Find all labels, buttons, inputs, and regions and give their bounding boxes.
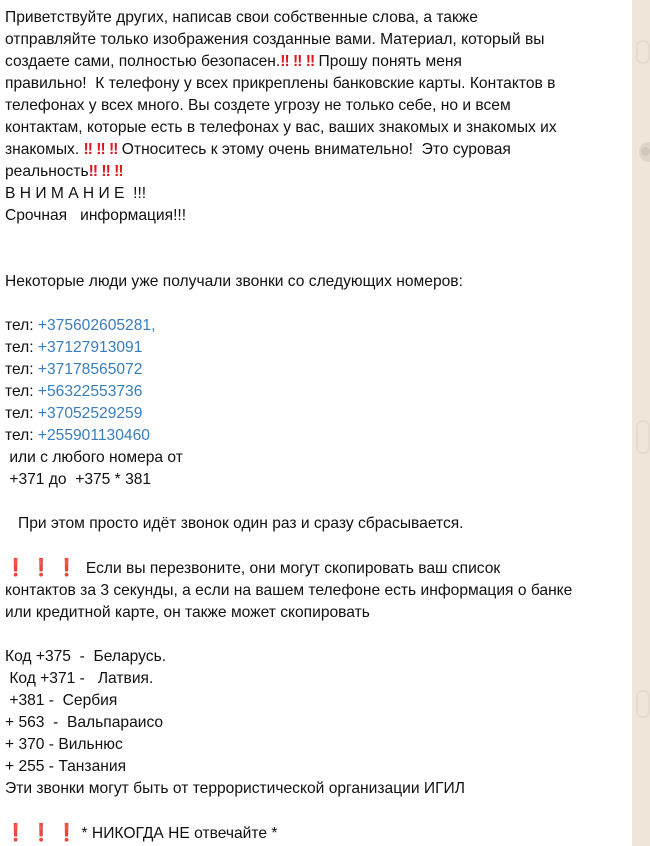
country-code-line: + 255 - Танзания bbox=[5, 758, 127, 775]
phone-link[interactable]: +56322553736 bbox=[37, 383, 143, 400]
phone-link[interactable]: +255901130460 bbox=[37, 427, 150, 444]
message-text: отправляйте только изображения созданные вами. Материал, который вы bbox=[5, 31, 545, 48]
message-text: или с любого номера от bbox=[5, 449, 183, 466]
phone-row bbox=[5, 425, 622, 447]
double-exclamation-emoji: ‼ bbox=[305, 53, 315, 70]
message-text bbox=[5, 51, 622, 73]
message-text: Если вы перезвоните, они могут скопировать ваш список bbox=[77, 560, 501, 577]
phone-label: тел: bbox=[5, 361, 38, 378]
wallpaper-doodle bbox=[636, 420, 650, 454]
message-text: При этом просто идёт звонок один раз и сразу сбрасывается. bbox=[5, 515, 464, 532]
exclamation-emoji: ❗ bbox=[5, 558, 27, 577]
message-text: контактам, которые есть в телефонах у вас, ваших знакомых и знакомых их bbox=[5, 119, 557, 136]
country-code-line: + 563 - Вальпараисо bbox=[5, 714, 164, 731]
double-exclamation-emoji: ‼ bbox=[88, 163, 98, 180]
exclamation-emoji: ❗ bbox=[30, 558, 52, 577]
phone-suffix: , bbox=[151, 317, 156, 334]
double-exclamation-emoji: ‼ bbox=[280, 53, 289, 70]
double-exclamation-emoji: ‼ bbox=[83, 141, 92, 158]
attention-heading: В Н И М А Н И Е !!! bbox=[5, 185, 147, 202]
message-text: Прошу понять меня bbox=[314, 53, 462, 70]
message-text bbox=[5, 822, 622, 845]
double-exclamation-emoji: ‼ bbox=[293, 53, 302, 70]
message-text bbox=[5, 139, 622, 161]
message-text: телефонах у всех много. Вы создете угрозу не только себе, но и всем bbox=[5, 97, 511, 114]
phone-label: тел: bbox=[5, 317, 38, 334]
urgent-heading: Срочная информация!!! bbox=[5, 207, 187, 224]
message-text bbox=[5, 161, 622, 183]
forward-button[interactable] bbox=[639, 142, 650, 162]
phone-row bbox=[5, 315, 622, 337]
phone-label: тел: bbox=[5, 405, 38, 422]
double-exclamation-emoji: ‼ bbox=[114, 163, 123, 180]
message-text: создаете сами, полностью безопасен. bbox=[5, 53, 281, 70]
forward-icon bbox=[641, 147, 650, 156]
phone-row bbox=[5, 337, 622, 359]
message-text: Некоторые люди уже получали звонки со следующих номеров: bbox=[5, 273, 463, 290]
message-text: или кредитной карте, он также может скопировать bbox=[5, 604, 370, 621]
phone-link[interactable]: +375602605281 bbox=[37, 317, 152, 334]
exclamation-emoji: ❗ bbox=[30, 823, 52, 842]
double-exclamation-emoji: ‼ bbox=[101, 163, 110, 180]
phone-label: тел: bbox=[5, 383, 38, 400]
phone-label: тел: bbox=[5, 339, 38, 356]
message-text: Относитесь к этому очень внимательно! Это суровая bbox=[117, 141, 511, 158]
message-text: знакомых. bbox=[5, 141, 80, 158]
country-code-line: Код +371 - Латвия. bbox=[5, 670, 154, 687]
double-exclamation-emoji: ‼ bbox=[96, 141, 105, 158]
message-text: Эти звонки могут быть от террористической организации ИГИЛ bbox=[5, 780, 465, 797]
double-exclamation-emoji: ‼ bbox=[109, 141, 118, 158]
country-code-line: Код +375 - Беларусь. bbox=[5, 648, 167, 665]
message-text: * НИКОГДА НЕ отвечайте * bbox=[77, 825, 278, 842]
phone-label: тел: bbox=[5, 427, 38, 444]
phone-row bbox=[5, 403, 622, 425]
message-text: реальность bbox=[5, 163, 89, 180]
exclamation-emoji: ❗ bbox=[56, 823, 78, 842]
message-text: контактов за 3 секунды, а если на вашем телефоне есть информация о банке bbox=[5, 582, 573, 599]
exclamation-emoji: ❗ bbox=[5, 823, 27, 842]
country-code-line: + 370 - Вильнюс bbox=[5, 736, 123, 753]
phone-row bbox=[5, 359, 622, 381]
phone-link[interactable]: +37178565072 bbox=[37, 361, 143, 378]
wallpaper-doodle bbox=[636, 690, 650, 718]
phone-link[interactable]: +37052529259 bbox=[37, 405, 143, 422]
message-text bbox=[5, 557, 622, 580]
country-code-line: +381 - Сербия bbox=[5, 692, 118, 709]
message-text: правильно! К телефону у всех прикреплены банковские карты. Контактов в bbox=[5, 75, 556, 92]
message-text: +371 до +375 * 381 bbox=[5, 471, 152, 488]
wallpaper-doodle bbox=[636, 40, 650, 64]
phone-link[interactable]: +37127913091 bbox=[37, 339, 143, 356]
exclamation-emoji: ❗ bbox=[56, 558, 78, 577]
phone-row bbox=[5, 381, 622, 403]
message-text: Приветствуйте других, написав свои собственные слова, а также bbox=[5, 9, 478, 26]
